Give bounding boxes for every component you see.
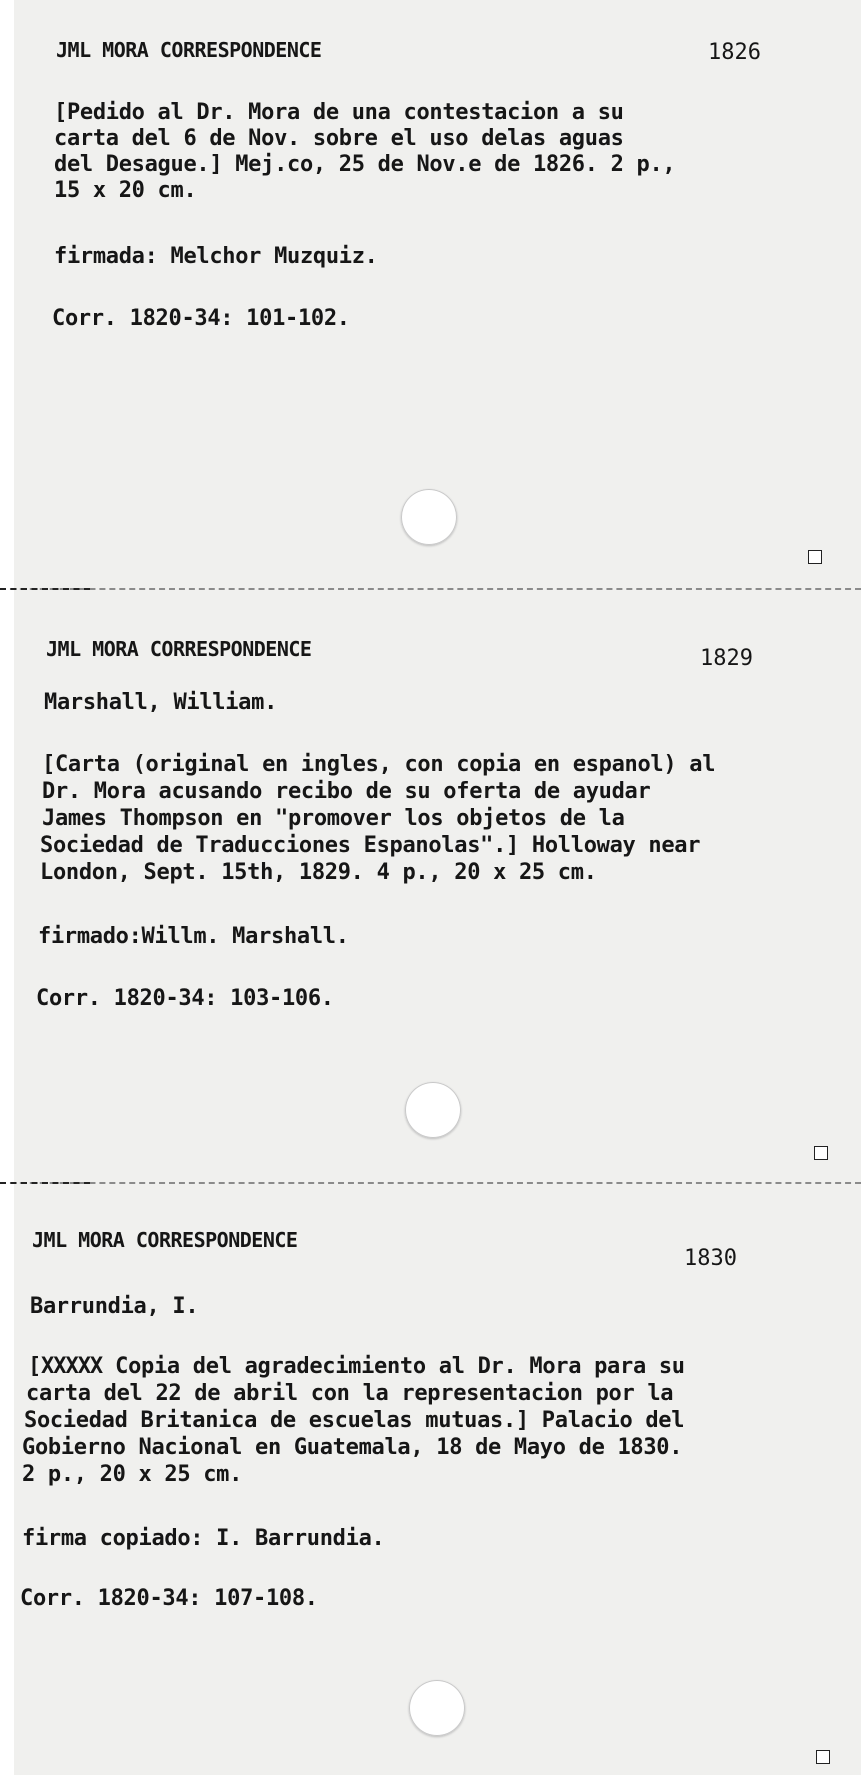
checkbox[interactable] — [814, 1146, 828, 1160]
card-year: 1830 — [684, 1246, 737, 1271]
signature-line: firmada: Melchor Muzquiz. — [54, 244, 378, 269]
description-line: Sociedad de Traducciones Espanolas".] Holloway near — [40, 833, 701, 858]
perforation-line — [0, 588, 861, 590]
reference-line: Corr. 1820-34: 101-102. — [52, 306, 350, 331]
author-line: Marshall, William. — [44, 690, 278, 715]
description-line: London, Sept. 15th, 1829. 4 p., 20 x 25 cm. — [40, 860, 597, 885]
card-year: 1829 — [700, 646, 753, 671]
reference-line: Corr. 1820-34: 107-108. — [20, 1586, 318, 1611]
author-line: Barrundia, I. — [30, 1294, 199, 1319]
punch-hole — [401, 489, 457, 545]
punch-hole — [409, 1680, 465, 1736]
description-line: carta del 6 de Nov. sobre el uso delas aguas — [54, 126, 624, 151]
description-line: carta del 22 de abril con la representacion por la — [26, 1381, 674, 1406]
description-line: Dr. Mora acusando recibo de su oferta de ayudar — [42, 779, 651, 804]
reference-line: Corr. 1820-34: 103-106. — [36, 986, 334, 1011]
description-line: James Thompson en "promover los objetos de la — [42, 806, 625, 831]
description-line: del Desague.] Mej.co, 25 de Nov.e de 1826. 2 p., — [54, 152, 676, 177]
checkbox[interactable] — [808, 550, 822, 564]
signature-line: firmado:Willm. Marshall. — [38, 924, 349, 949]
description-line: [Pedido al Dr. Mora de una contestacion a su — [54, 100, 624, 125]
description-line: Gobierno Nacional en Guatemala, 18 de Mayo de 1830. — [22, 1435, 683, 1460]
card-header: JML MORA CORRESPONDENCE — [56, 38, 322, 62]
card-header: JML MORA CORRESPONDENCE — [46, 637, 312, 661]
catalog-card-3 — [0, 1186, 861, 1775]
card-header: JML MORA CORRESPONDENCE — [32, 1228, 298, 1252]
description-line: [Carta (original en ingles, con copia en espanol) al — [42, 752, 716, 777]
perforation-tear — [0, 588, 90, 590]
perforation-tear — [0, 1182, 90, 1184]
catalog-card-1 — [0, 0, 861, 590]
description-text: Copia del agradecimiento al Dr. Mora para su — [115, 1354, 685, 1379]
signature-line: firma copiado: I. Barrundia. — [22, 1526, 385, 1551]
description-line: 15 x 20 cm. — [54, 178, 197, 203]
checkbox[interactable] — [816, 1750, 830, 1764]
catalog-card-2 — [0, 592, 861, 1182]
punch-hole — [405, 1082, 461, 1138]
description-line: [XXXXX Copia del agradecimiento al Dr. Mora para su — [28, 1354, 685, 1379]
perforation-line — [0, 1182, 861, 1184]
description-line: Sociedad Britanica de escuelas mutuas.] Palacio del — [24, 1408, 685, 1433]
struck-out-text: XXXXX — [40, 1354, 103, 1379]
card-year: 1826 — [708, 40, 761, 65]
description-line: 2 p., 20 x 25 cm. — [22, 1462, 243, 1487]
